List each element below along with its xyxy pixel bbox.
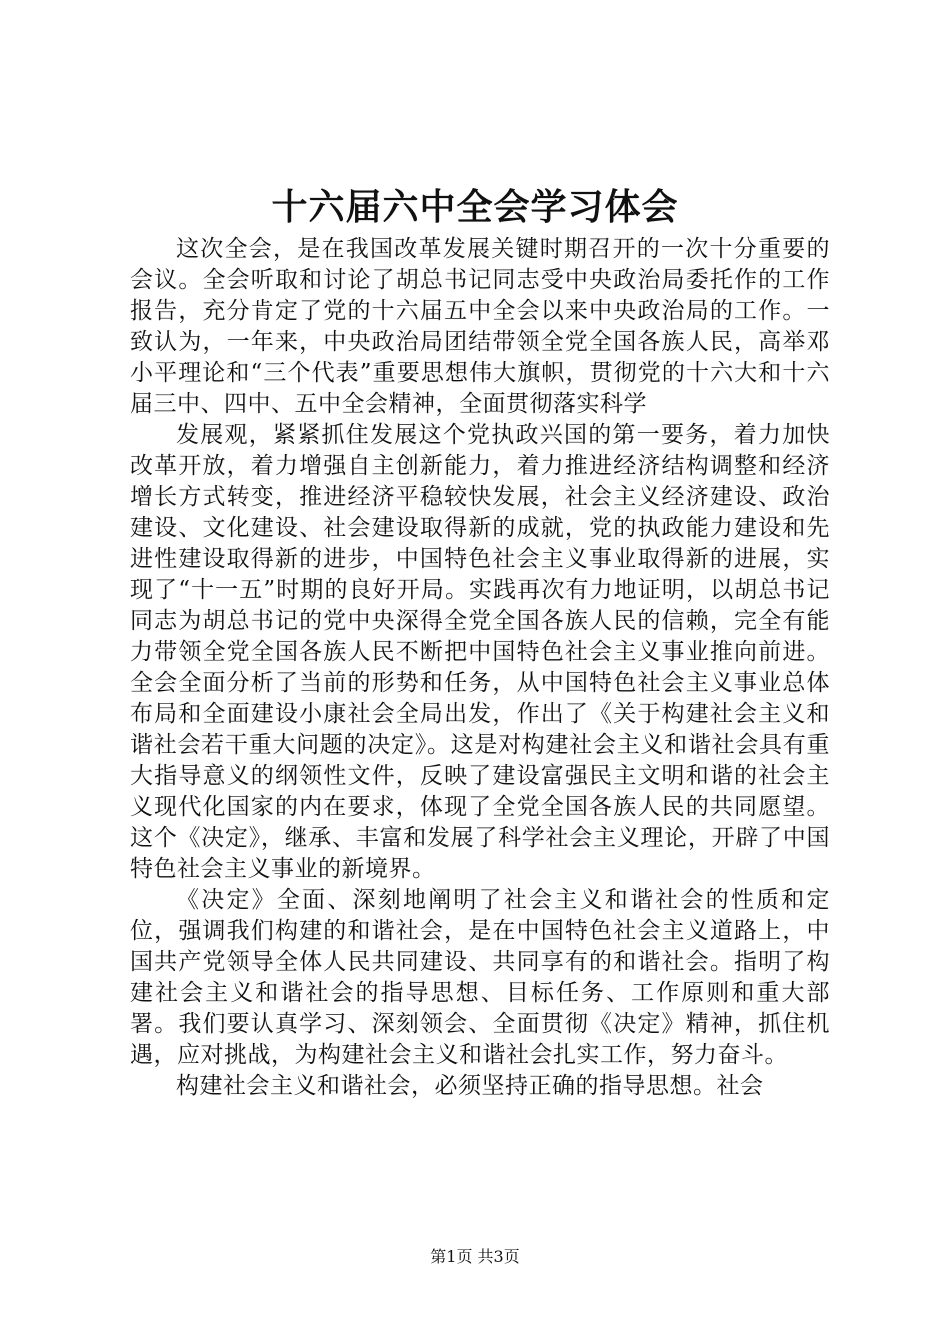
- paragraph: 这次全会，是在我国改革发展关键时期召开的一次十分重要的会议。全会听取和讨论了胡总书记同志受中央政治局委托作的工作报告，充分肯定了党的十六届五中全会以来中央政治局的工作。一致认为，一年来，中央政治局团结带领全党全国各族人民，高举邓小平理论和“三个代表”重要思想伟大旗帜，贯彻党的十六大和十六届三中、四中、五中全会精神，全面贯彻落实科学: [130, 236, 830, 417]
- page-footer: 第1页 共3页: [430, 1247, 520, 1266]
- paragraph: 构建社会主义和谐社会，必须坚持正确的指导思想。社会: [176, 1073, 764, 1099]
- document-title: 十六届六中全会学习体会: [271, 186, 679, 228]
- paragraph: 发展观，紧紧抓住发展这个党执政兴国的第一要务，着力加快改革开放，着力增强自主创新能力，着力推进经济结构调整和经济增长方式转变，推进经济平稳较快发展，社会主义经济建设、政治建设、文化建设、社会建设取得新的成就，党的执政能力建设和先进性建设取得新的进步，中国特色社会主义事业取得新的进展，实现了“十一五”时期的良好开局。实践再次有力地证明，以胡总书记同志为胡总书记的党中央深得全党全国各族人民的信赖，完全有能力带领全党全国各族人民不断把中国特色社会主义事业推向前进。全会全面分析了当前的形势和任务，从中国特色社会主义事业总体布局和全面建设小康社会全局出发，作出了《关于构建社会主义和谐社会若干重大问题的决定》。这是对构建社会主义和谐社会具有重大指导意义的纲领性文件，反映了建设富强民主文明和谐的社会主义现代化国家的内在要求，体现了全党全国各族人民的共同愿望。这个《决定》，继承、丰富和发展了科学社会主义理论，开辟了中国特色社会主义事业的新境界。: [130, 422, 830, 882]
- paragraph: 《决定》全面、深刻地阐明了社会主义和谐社会的性质和定位，强调我们构建的和谐社会，是在中国特色社会主义道路上，中国共产党领导全体人民共同建设、共同享有的和谐社会。指明了构建社会主义和谐社会的指导思想、目标任务、工作原则和重大部署。我们要认真学习、深刻领会、全面贯彻《决定》精神，抓住机遇，应对挑战，为构建社会主义和谐社会扎实工作，努力奋斗。: [130, 887, 830, 1068]
- document-body: [130, 234, 830, 1102]
